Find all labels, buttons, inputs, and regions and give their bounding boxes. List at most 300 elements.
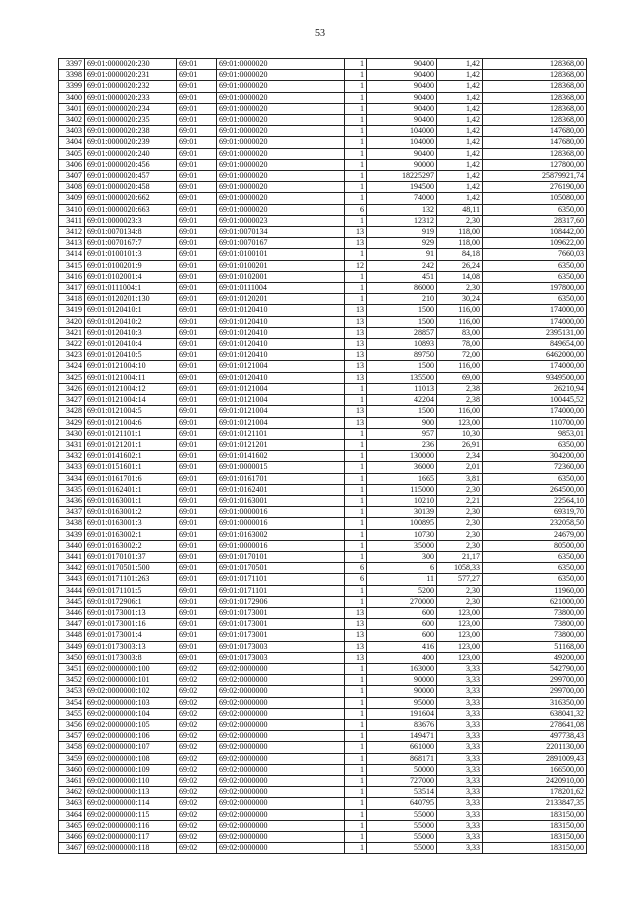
quarter-number-cell: 69:01:0121201 (217, 439, 345, 450)
use-group-cell: 1 (345, 215, 367, 226)
area-cell: 90000 (367, 159, 437, 170)
row-number-cell: 3436 (59, 495, 85, 506)
use-group-cell: 1 (345, 283, 367, 294)
quarter-number-cell: 69:01:0000020 (217, 59, 345, 70)
cadastral-value-cell: 7660,03 (483, 249, 587, 260)
quarter-number-cell: 69:02:0000000 (217, 843, 345, 854)
specific-value-cell: 2,30 (437, 596, 483, 607)
use-group-cell: 1 (345, 484, 367, 495)
row-number-cell: 3455 (59, 708, 85, 719)
cadastral-value-cell: 109622,00 (483, 238, 587, 249)
use-group-cell: 6 (345, 563, 367, 574)
specific-value-cell: 3,33 (437, 764, 483, 775)
use-group-cell: 12 (345, 260, 367, 271)
cadastral-value-cell: 497738,43 (483, 731, 587, 742)
district-code-cell: 69:02 (177, 753, 217, 764)
table-row (59, 663, 587, 674)
specific-value-cell: 2,21 (437, 495, 483, 506)
row-number-cell: 3404 (59, 137, 85, 148)
cadastral-number-cell: 69:01:0000020:235 (85, 115, 177, 126)
cadastral-number-cell: 69:01:0121201:1 (85, 439, 177, 450)
quarter-number-cell: 69:01:0121004 (217, 395, 345, 406)
table-row (59, 294, 587, 305)
cadastral-number-cell: 69:02:0000000:110 (85, 776, 177, 787)
table-row (59, 764, 587, 775)
cadastral-number-cell: 69:01:0163001:1 (85, 495, 177, 506)
specific-value-cell: 116,00 (437, 406, 483, 417)
row-number-cell: 3448 (59, 630, 85, 641)
quarter-number-cell: 69:01:0170101 (217, 551, 345, 562)
area-cell: 929 (367, 238, 437, 249)
district-code-cell: 69:01 (177, 484, 217, 495)
cadastral-value-cell: 174000,00 (483, 305, 587, 316)
district-code-cell: 69:02 (177, 708, 217, 719)
row-number-cell: 3428 (59, 406, 85, 417)
area-cell: 270000 (367, 596, 437, 607)
use-group-cell: 13 (345, 372, 367, 383)
area-cell: 115000 (367, 484, 437, 495)
table-body (59, 59, 587, 854)
quarter-number-cell: 69:02:0000000 (217, 787, 345, 798)
specific-value-cell: 3,33 (437, 809, 483, 820)
table-row (59, 843, 587, 854)
quarter-number-cell: 69:01:0120410 (217, 372, 345, 383)
use-group-cell: 13 (345, 652, 367, 663)
area-cell: 89750 (367, 350, 437, 361)
table-row (59, 753, 587, 764)
cadastral-number-cell: 69:01:0000020:234 (85, 103, 177, 114)
area-cell: 30139 (367, 507, 437, 518)
quarter-number-cell: 69:01:0171101 (217, 585, 345, 596)
use-group-cell: 1 (345, 182, 367, 193)
cadastral-value-cell: 183150,00 (483, 843, 587, 854)
district-code-cell: 69:01 (177, 417, 217, 428)
table-row (59, 103, 587, 114)
quarter-number-cell: 69:01:0100201 (217, 260, 345, 271)
row-number-cell: 3415 (59, 260, 85, 271)
row-number-cell: 3438 (59, 518, 85, 529)
specific-value-cell: 26,91 (437, 439, 483, 450)
row-number-cell: 3432 (59, 451, 85, 462)
area-cell: 90400 (367, 92, 437, 103)
use-group-cell: 1 (345, 686, 367, 697)
area-cell: 1500 (367, 361, 437, 372)
table-row (59, 59, 587, 70)
quarter-number-cell: 69:02:0000000 (217, 697, 345, 708)
quarter-number-cell: 69:01:0000020 (217, 81, 345, 92)
use-group-cell: 1 (345, 753, 367, 764)
row-number-cell: 3402 (59, 115, 85, 126)
table-row (59, 350, 587, 361)
cadastral-value-cell: 6350,00 (483, 204, 587, 215)
specific-value-cell: 10,30 (437, 428, 483, 439)
cadastral-number-cell: 69:01:0000020:238 (85, 126, 177, 137)
district-code-cell: 69:02 (177, 798, 217, 809)
district-code-cell: 69:01 (177, 294, 217, 305)
district-code-cell: 69:01 (177, 316, 217, 327)
area-cell: 74000 (367, 193, 437, 204)
quarter-number-cell: 69:01:0000020 (217, 193, 345, 204)
row-number-cell: 3456 (59, 719, 85, 730)
table-row (59, 641, 587, 652)
district-code-cell: 69:02 (177, 776, 217, 787)
use-group-cell: 1 (345, 832, 367, 843)
table-row (59, 708, 587, 719)
use-group-cell: 13 (345, 641, 367, 652)
specific-value-cell: 72,00 (437, 350, 483, 361)
table-row (59, 787, 587, 798)
district-code-cell: 69:01 (177, 92, 217, 103)
cadastral-number-cell: 69:01:0162401:1 (85, 484, 177, 495)
area-cell: 661000 (367, 742, 437, 753)
area-cell: 42204 (367, 395, 437, 406)
use-group-cell: 1 (345, 529, 367, 540)
table-row (59, 776, 587, 787)
use-group-cell: 13 (345, 339, 367, 350)
specific-value-cell: 1,42 (437, 115, 483, 126)
area-cell: 36000 (367, 462, 437, 473)
row-number-cell: 3446 (59, 607, 85, 618)
cadastral-value-cell: 6350,00 (483, 260, 587, 271)
table-row (59, 630, 587, 641)
district-code-cell: 69:02 (177, 820, 217, 831)
row-number-cell: 3457 (59, 731, 85, 742)
district-code-cell: 69:01 (177, 473, 217, 484)
use-group-cell: 13 (345, 238, 367, 249)
specific-value-cell: 2,30 (437, 283, 483, 294)
cadastral-value-table (58, 58, 587, 854)
specific-value-cell: 2,38 (437, 395, 483, 406)
use-group-cell: 1 (345, 462, 367, 473)
cadastral-value-cell: 2133847,35 (483, 798, 587, 809)
district-code-cell: 69:01 (177, 529, 217, 540)
area-cell: 55000 (367, 843, 437, 854)
district-code-cell: 69:02 (177, 686, 217, 697)
cadastral-value-cell: 299700,00 (483, 675, 587, 686)
use-group-cell: 1 (345, 585, 367, 596)
row-number-cell: 3452 (59, 675, 85, 686)
row-number-cell: 3424 (59, 361, 85, 372)
use-group-cell: 1 (345, 495, 367, 506)
district-code-cell: 69:02 (177, 663, 217, 674)
district-code-cell: 69:01 (177, 428, 217, 439)
cadastral-number-cell: 69:02:0000000:102 (85, 686, 177, 697)
use-group-cell: 13 (345, 316, 367, 327)
cadastral-number-cell: 69:01:0163001:2 (85, 507, 177, 518)
use-group-cell: 6 (345, 574, 367, 585)
cadastral-number-cell: 69:02:0000000:118 (85, 843, 177, 854)
area-cell: 868171 (367, 753, 437, 764)
use-group-cell: 1 (345, 540, 367, 551)
table-row (59, 249, 587, 260)
row-number-cell: 3407 (59, 171, 85, 182)
area-cell: 451 (367, 271, 437, 282)
cadastral-number-cell: 69:01:0000020:230 (85, 59, 177, 70)
row-number-cell: 3397 (59, 59, 85, 70)
quarter-number-cell: 69:01:0000016 (217, 540, 345, 551)
row-number-cell: 3461 (59, 776, 85, 787)
use-group-cell: 1 (345, 92, 367, 103)
cadastral-number-cell: 69:01:0121004:14 (85, 395, 177, 406)
specific-value-cell: 577,27 (437, 574, 483, 585)
district-code-cell: 69:01 (177, 271, 217, 282)
row-number-cell: 3441 (59, 551, 85, 562)
area-cell: 194500 (367, 182, 437, 193)
area-cell: 6 (367, 563, 437, 574)
district-code-cell: 69:01 (177, 361, 217, 372)
area-cell: 600 (367, 619, 437, 630)
cadastral-value-cell: 128368,00 (483, 59, 587, 70)
cadastral-value-cell: 105080,00 (483, 193, 587, 204)
cadastral-value-cell: 25879921,74 (483, 171, 587, 182)
cadastral-number-cell: 69:02:0000000:106 (85, 731, 177, 742)
cadastral-value-cell: 174000,00 (483, 406, 587, 417)
cadastral-value-cell: 128368,00 (483, 115, 587, 126)
quarter-number-cell: 69:01:0173001 (217, 619, 345, 630)
use-group-cell: 1 (345, 395, 367, 406)
row-number-cell: 3398 (59, 70, 85, 81)
row-number-cell: 3453 (59, 686, 85, 697)
cadastral-number-cell: 69:01:0000020:457 (85, 171, 177, 182)
cadastral-number-cell: 69:02:0000000:114 (85, 798, 177, 809)
table-row (59, 731, 587, 742)
quarter-number-cell: 69:01:0120201 (217, 294, 345, 305)
row-number-cell: 3442 (59, 563, 85, 574)
quarter-number-cell: 69:01:0170501 (217, 563, 345, 574)
area-cell: 86000 (367, 283, 437, 294)
cadastral-number-cell: 69:01:0163002:2 (85, 540, 177, 551)
table-row (59, 204, 587, 215)
quarter-number-cell: 69:02:0000000 (217, 731, 345, 742)
cadastral-number-cell: 69:01:0100201:9 (85, 260, 177, 271)
specific-value-cell: 1,42 (437, 81, 483, 92)
row-number-cell: 3420 (59, 316, 85, 327)
row-number-cell: 3421 (59, 327, 85, 338)
table-row (59, 585, 587, 596)
cadastral-number-cell: 69:01:0170501:500 (85, 563, 177, 574)
area-cell: 1665 (367, 473, 437, 484)
specific-value-cell: 3,33 (437, 675, 483, 686)
row-number-cell: 3443 (59, 574, 85, 585)
cadastral-number-cell: 69:02:0000000:113 (85, 787, 177, 798)
district-code-cell: 69:01 (177, 551, 217, 562)
specific-value-cell: 2,30 (437, 585, 483, 596)
quarter-number-cell: 69:01:0000015 (217, 462, 345, 473)
cadastral-number-cell: 69:01:0121004:6 (85, 417, 177, 428)
table-row (59, 686, 587, 697)
specific-value-cell: 21,17 (437, 551, 483, 562)
specific-value-cell: 1,42 (437, 148, 483, 159)
use-group-cell: 1 (345, 551, 367, 562)
quarter-number-cell: 69:01:0121004 (217, 361, 345, 372)
use-group-cell: 6 (345, 204, 367, 215)
area-cell: 18225297 (367, 171, 437, 182)
cadastral-value-cell: 28317,60 (483, 215, 587, 226)
quarter-number-cell: 69:02:0000000 (217, 764, 345, 775)
district-code-cell: 69:02 (177, 731, 217, 742)
use-group-cell: 1 (345, 148, 367, 159)
use-group-cell: 1 (345, 428, 367, 439)
specific-value-cell: 2,30 (437, 484, 483, 495)
cadastral-number-cell: 69:02:0000000:117 (85, 832, 177, 843)
use-group-cell: 13 (345, 327, 367, 338)
quarter-number-cell: 69:01:0000020 (217, 70, 345, 81)
cadastral-number-cell: 69:01:0000020:232 (85, 81, 177, 92)
area-cell: 130000 (367, 451, 437, 462)
district-code-cell: 69:01 (177, 249, 217, 260)
cadastral-value-cell: 128368,00 (483, 92, 587, 103)
row-number-cell: 3418 (59, 294, 85, 305)
specific-value-cell: 1,42 (437, 159, 483, 170)
cadastral-value-cell: 316350,00 (483, 697, 587, 708)
table-row (59, 193, 587, 204)
quarter-number-cell: 69:01:0000020 (217, 159, 345, 170)
cadastral-number-cell: 69:01:0173001:16 (85, 619, 177, 630)
row-number-cell: 3426 (59, 383, 85, 394)
use-group-cell: 1 (345, 59, 367, 70)
cadastral-value-cell: 166500,00 (483, 764, 587, 775)
cadastral-number-cell: 69:02:0000000:108 (85, 753, 177, 764)
row-number-cell: 3401 (59, 103, 85, 114)
quarter-number-cell: 69:02:0000000 (217, 742, 345, 753)
quarter-number-cell: 69:01:0172906 (217, 596, 345, 607)
table-row (59, 372, 587, 383)
specific-value-cell: 123,00 (437, 652, 483, 663)
use-group-cell: 1 (345, 473, 367, 484)
specific-value-cell: 123,00 (437, 607, 483, 618)
district-code-cell: 69:01 (177, 215, 217, 226)
specific-value-cell: 2,30 (437, 507, 483, 518)
table-row (59, 339, 587, 350)
area-cell: 35000 (367, 540, 437, 551)
row-number-cell: 3423 (59, 350, 85, 361)
cadastral-number-cell: 69:01:0121004:11 (85, 372, 177, 383)
row-number-cell: 3414 (59, 249, 85, 260)
cadastral-value-cell: 183150,00 (483, 832, 587, 843)
table-row (59, 451, 587, 462)
use-group-cell: 13 (345, 227, 367, 238)
use-group-cell: 1 (345, 171, 367, 182)
area-cell: 727000 (367, 776, 437, 787)
specific-value-cell: 48,11 (437, 204, 483, 215)
table-row (59, 820, 587, 831)
table-row (59, 81, 587, 92)
cadastral-value-cell: 11960,00 (483, 585, 587, 596)
cadastral-number-cell: 69:01:0121004:10 (85, 361, 177, 372)
district-code-cell: 69:01 (177, 283, 217, 294)
cadastral-number-cell: 69:01:0000020:662 (85, 193, 177, 204)
page-number: 53 (315, 28, 325, 39)
use-group-cell: 1 (345, 137, 367, 148)
quarter-number-cell: 69:02:0000000 (217, 820, 345, 831)
quarter-number-cell: 69:02:0000000 (217, 753, 345, 764)
row-number-cell: 3465 (59, 820, 85, 831)
cadastral-number-cell: 69:01:0120410:4 (85, 339, 177, 350)
area-cell: 50000 (367, 764, 437, 775)
area-cell: 90400 (367, 59, 437, 70)
area-cell: 400 (367, 652, 437, 663)
row-number-cell: 3458 (59, 742, 85, 753)
specific-value-cell: 3,33 (437, 843, 483, 854)
cadastral-number-cell: 69:01:0173001:4 (85, 630, 177, 641)
area-cell: 957 (367, 428, 437, 439)
table-row (59, 137, 587, 148)
cadastral-value-cell: 197800,00 (483, 283, 587, 294)
table-row (59, 171, 587, 182)
use-group-cell: 1 (345, 159, 367, 170)
use-group-cell: 1 (345, 81, 367, 92)
district-code-cell: 69:01 (177, 81, 217, 92)
district-code-cell: 69:01 (177, 652, 217, 663)
cadastral-number-cell: 69:01:0070167:7 (85, 238, 177, 249)
district-code-cell: 69:01 (177, 103, 217, 114)
use-group-cell: 1 (345, 294, 367, 305)
district-code-cell: 69:02 (177, 742, 217, 753)
district-code-cell: 69:01 (177, 406, 217, 417)
table-row (59, 417, 587, 428)
use-group-cell: 1 (345, 843, 367, 854)
table-row (59, 406, 587, 417)
row-number-cell: 3447 (59, 619, 85, 630)
cadastral-value-cell: 2395131,00 (483, 327, 587, 338)
use-group-cell: 13 (345, 417, 367, 428)
cadastral-value-cell: 6350,00 (483, 439, 587, 450)
district-code-cell: 69:01 (177, 148, 217, 159)
row-number-cell: 3416 (59, 271, 85, 282)
row-number-cell: 3463 (59, 798, 85, 809)
specific-value-cell: 78,00 (437, 339, 483, 350)
specific-value-cell: 116,00 (437, 305, 483, 316)
use-group-cell: 1 (345, 764, 367, 775)
cadastral-value-cell: 110700,00 (483, 417, 587, 428)
district-code-cell: 69:02 (177, 832, 217, 843)
area-cell: 90400 (367, 70, 437, 81)
row-number-cell: 3439 (59, 529, 85, 540)
use-group-cell: 1 (345, 697, 367, 708)
cadastral-number-cell: 69:01:0163001:3 (85, 518, 177, 529)
area-cell: 100895 (367, 518, 437, 529)
cadastral-value-cell: 183150,00 (483, 809, 587, 820)
cadastral-number-cell: 69:01:0121004:12 (85, 383, 177, 394)
table-row (59, 305, 587, 316)
row-number-cell: 3430 (59, 428, 85, 439)
quarter-number-cell: 69:01:0161701 (217, 473, 345, 484)
quarter-number-cell: 69:02:0000000 (217, 719, 345, 730)
district-code-cell: 69:01 (177, 630, 217, 641)
area-cell: 132 (367, 204, 437, 215)
table-row (59, 832, 587, 843)
cadastral-number-cell: 69:02:0000000:100 (85, 663, 177, 674)
district-code-cell: 69:01 (177, 439, 217, 450)
district-code-cell: 69:01 (177, 395, 217, 406)
use-group-cell: 1 (345, 271, 367, 282)
table-row (59, 484, 587, 495)
row-number-cell: 3399 (59, 81, 85, 92)
cadastral-number-cell: 69:02:0000000:107 (85, 742, 177, 753)
cadastral-number-cell: 69:01:0171101:5 (85, 585, 177, 596)
area-cell: 90000 (367, 675, 437, 686)
quarter-number-cell: 69:01:0120410 (217, 350, 345, 361)
table-row (59, 92, 587, 103)
cadastral-value-cell: 6350,00 (483, 574, 587, 585)
cadastral-number-cell: 69:01:0000020:663 (85, 204, 177, 215)
quarter-number-cell: 69:02:0000000 (217, 663, 345, 674)
specific-value-cell: 69,00 (437, 372, 483, 383)
specific-value-cell: 1,42 (437, 92, 483, 103)
area-cell: 600 (367, 607, 437, 618)
specific-value-cell: 3,81 (437, 473, 483, 484)
specific-value-cell: 1,42 (437, 137, 483, 148)
